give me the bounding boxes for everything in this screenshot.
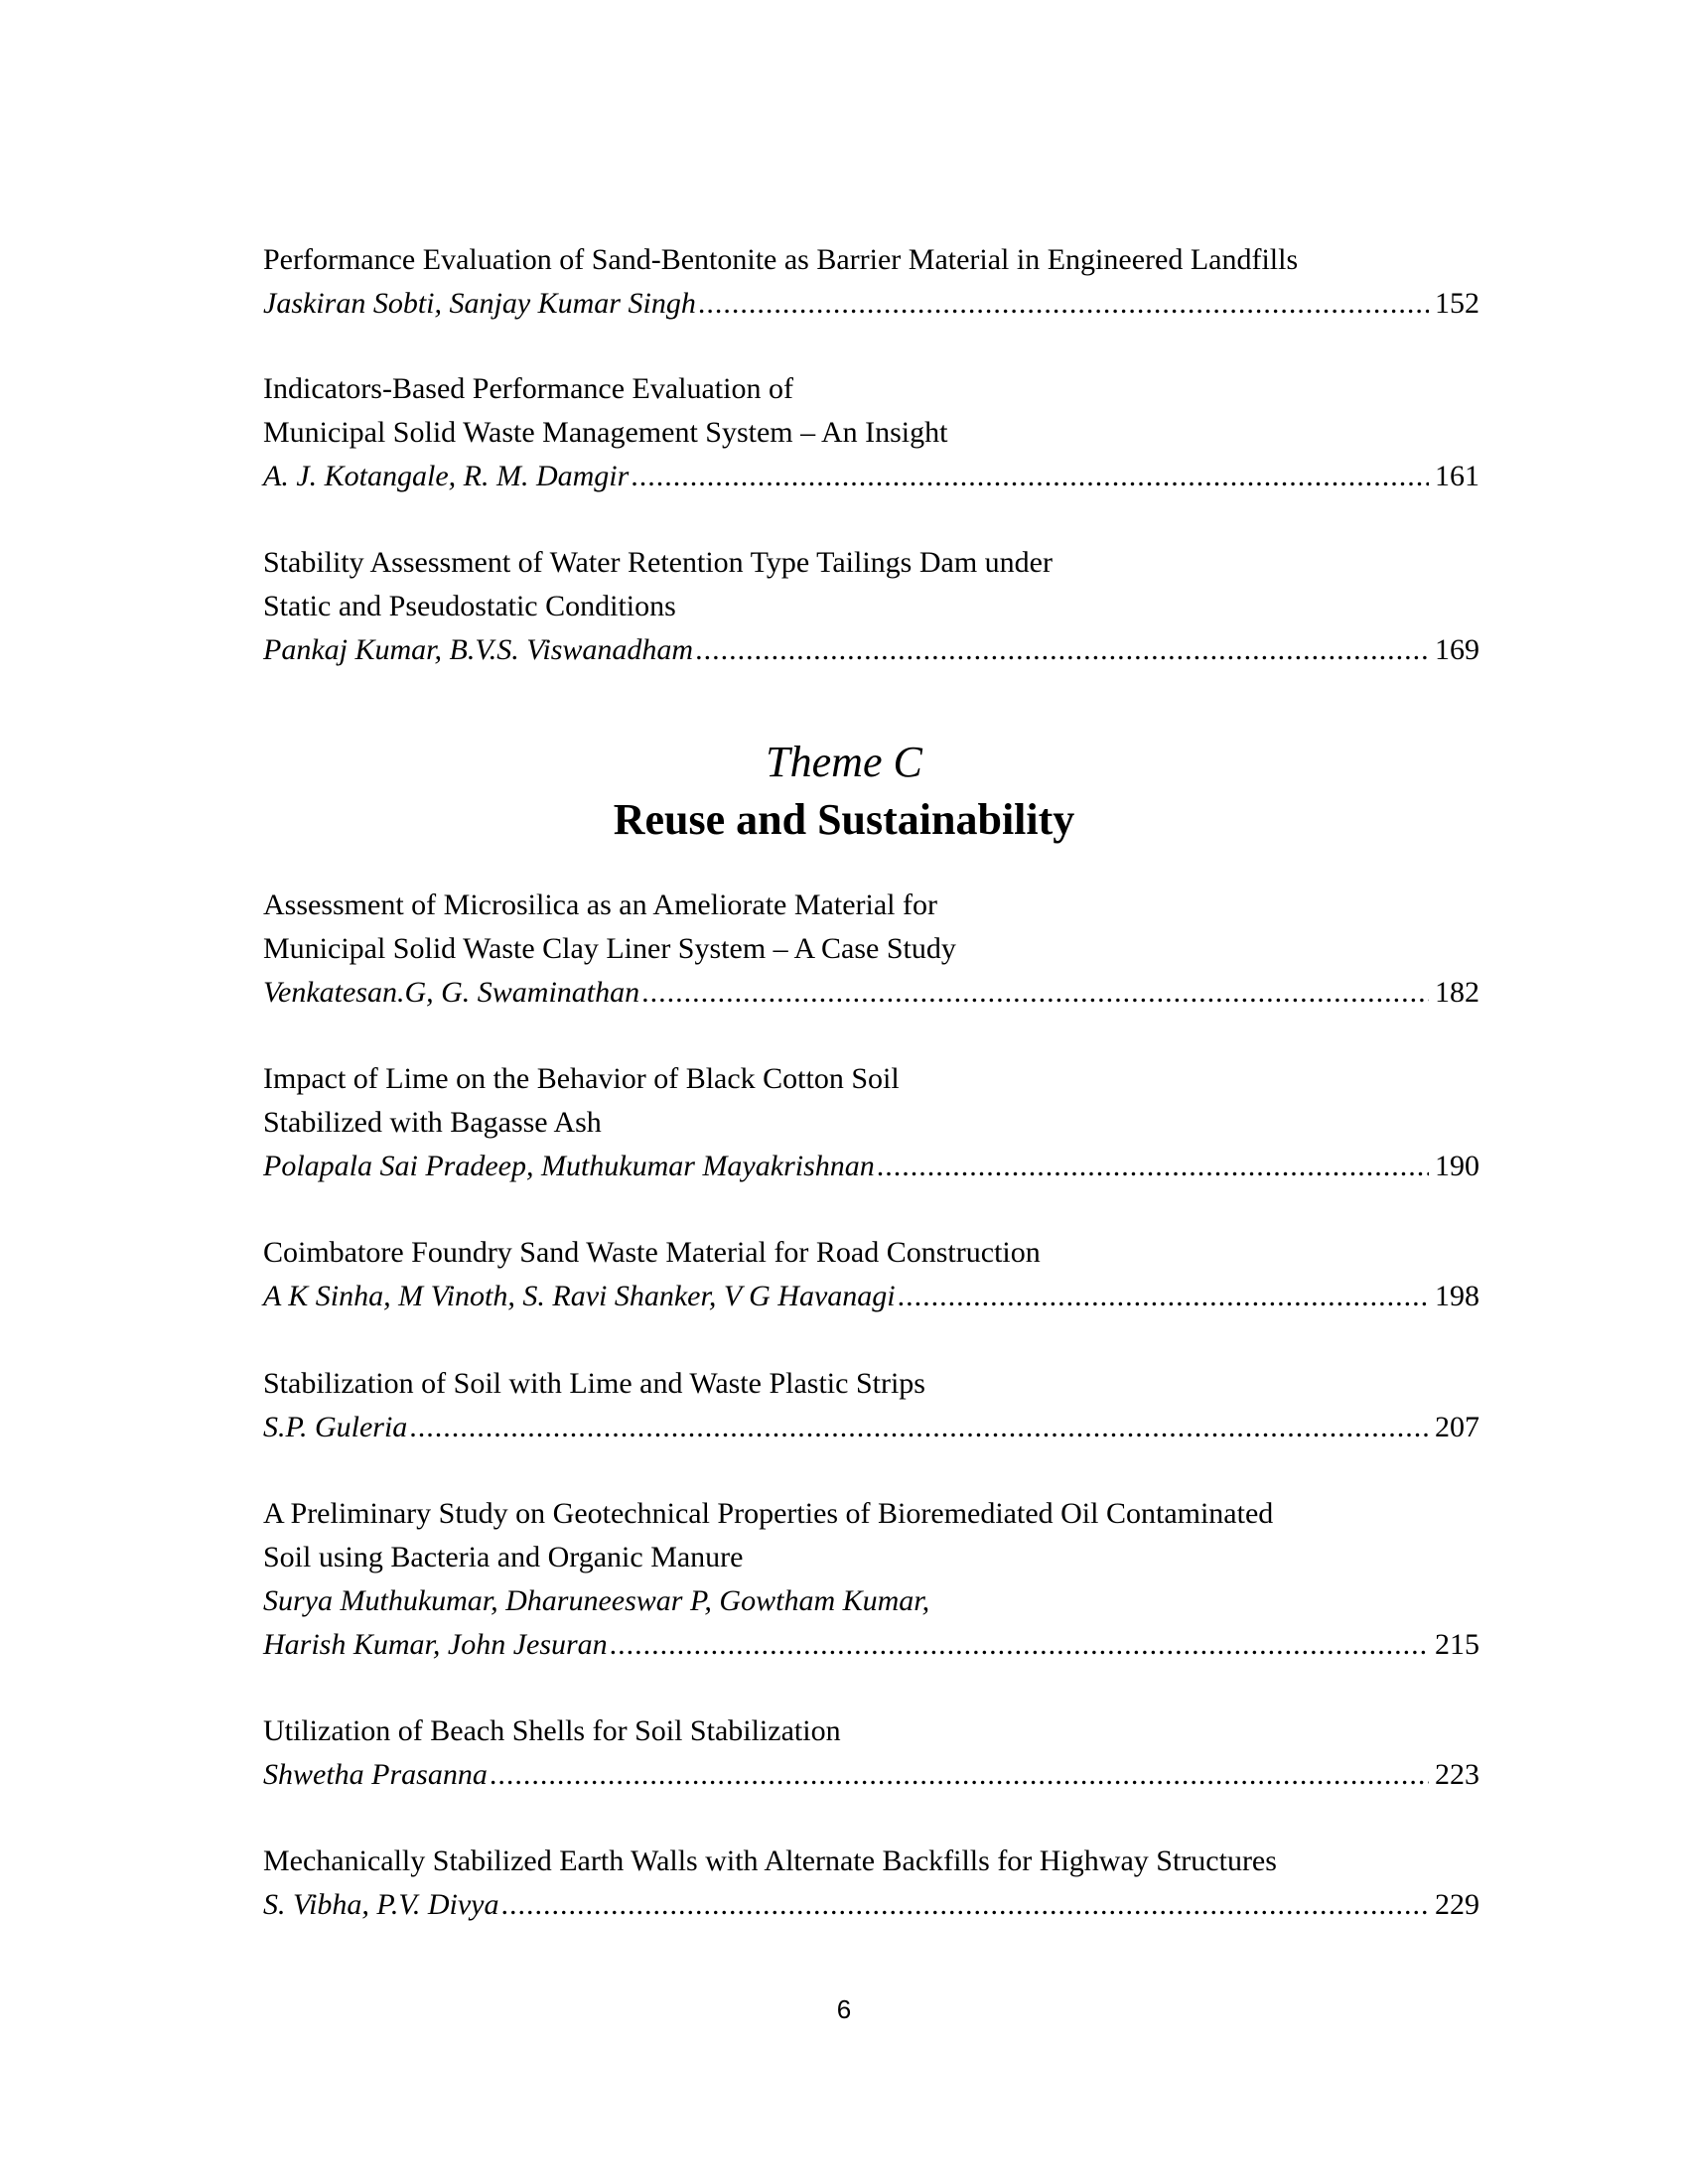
entry-page-number: 215 [1435,1628,1479,1661]
toc-entry [263,541,1479,672]
toc-entry [263,1057,1479,1188]
theme-title: Reuse and Sustainability [613,795,1075,844]
entry-page-number: 190 [1435,1150,1479,1182]
entry-title-line: Static and Pseudostatic Conditions [263,590,676,622]
entry-authors: Jaskiran Sobti, Sanjay Kumar Singh [263,287,696,320]
entry-title-line: A Preliminary Study on Geotechnical Properties of Bioremediated Oil Contaminated [263,1497,1274,1530]
entry-title-line: Performance Evaluation of Sand-Bentonite as Barrier Material in Engineered Landfills [263,243,1299,276]
dot-leader [409,1406,1429,1449]
dot-leader [877,1145,1429,1188]
dot-leader [641,971,1429,1015]
entry-title-line: Municipal Solid Waste Clay Liner System – A Case Study [263,932,956,965]
entry-page-number: 182 [1435,976,1479,1009]
entry-author-line [263,1275,1479,1318]
dot-leader [898,1275,1429,1318]
toc-entry [263,884,1479,1015]
page-number: 6 [836,1994,852,2024]
entry-title-line: Soil using Bacteria and Organic Manure [263,1541,744,1573]
toc-entry [263,1840,1479,1927]
entry-author-line [263,971,1479,1015]
entry-title-line: Municipal Solid Waste Management System – An Insight [263,416,948,449]
entry-title-line: Stability Assessment of Water Retention Type Tailings Dam under [263,546,1053,579]
entry-title-line: Mechanically Stabilized Earth Walls with Alternate Backfills for Highway Structures [263,1844,1277,1877]
entry-title-line: Impact of Lime on the Behavior of Black Cotton Soil [263,1062,900,1095]
entry-title-line: Stabilization of Soil with Lime and Waste Plastic Strips [263,1367,925,1400]
entry-title-line: Indicators-Based Performance Evaluation of [263,372,793,405]
toc-entry [263,367,1479,498]
entry-title-line: Assessment of Microsilica as an Ameliorate Material for [263,888,937,921]
entry-author-line [263,1623,1479,1667]
toc-entry [263,1231,1479,1318]
entry-authors: Venkatesan.G, G. Swaminathan [263,976,640,1009]
theme-label: Theme C [766,738,922,786]
entry-author-line [263,1145,1479,1188]
dot-leader [490,1753,1429,1797]
entry-page-number: 198 [1435,1280,1479,1312]
entry-authors: Surya Muthukumar, Dharuneeswar P, Gowtham Kumar, [263,1584,930,1617]
entry-authors: Pankaj Kumar, B.V.S. Viswanadham [263,633,694,666]
entry-title-line: Utilization of Beach Shells for Soil Stabilization [263,1714,841,1747]
entry-author-line [263,1883,1479,1927]
entry-page-number: 229 [1435,1888,1479,1921]
entry-author-line [263,455,1479,498]
entry-authors: S.P. Guleria [263,1411,408,1443]
dot-leader [610,1623,1429,1667]
entry-page-number: 207 [1435,1411,1479,1443]
entry-title-line: Stabilized with Bagasse Ash [263,1106,602,1139]
entry-author-line [263,1753,1479,1797]
toc-entry [263,238,1479,326]
entry-page-number: 161 [1435,460,1479,492]
entry-page-number: 169 [1435,633,1479,666]
entry-title-line: Coimbatore Foundry Sand Waste Material for Road Construction [263,1236,1041,1269]
toc-entry [263,1492,1479,1667]
entry-authors: Polapala Sai Pradeep, Muthukumar Mayakrishnan [263,1150,875,1182]
dot-leader [698,282,1429,326]
entry-authors: Harish Kumar, John Jesuran [263,1628,608,1661]
entry-page-number: 223 [1435,1758,1479,1791]
dot-leader [631,455,1429,498]
entry-author-line [263,628,1479,672]
dot-leader [695,628,1429,672]
entry-authors: S. Vibha, P.V. Divya [263,1888,499,1921]
entry-author-line [263,282,1479,326]
entry-authors: A. J. Kotangale, R. M. Damgir [263,460,630,492]
toc-entry [263,1362,1479,1449]
dot-leader [500,1883,1429,1927]
toc-entry [263,1709,1479,1797]
entry-author-line [263,1406,1479,1449]
entry-authors: Shwetha Prasanna [263,1758,488,1791]
entry-page-number: 152 [1435,287,1479,320]
entry-authors: A K Sinha, M Vinoth, S. Ravi Shanker, V G Havanagi [263,1280,896,1312]
